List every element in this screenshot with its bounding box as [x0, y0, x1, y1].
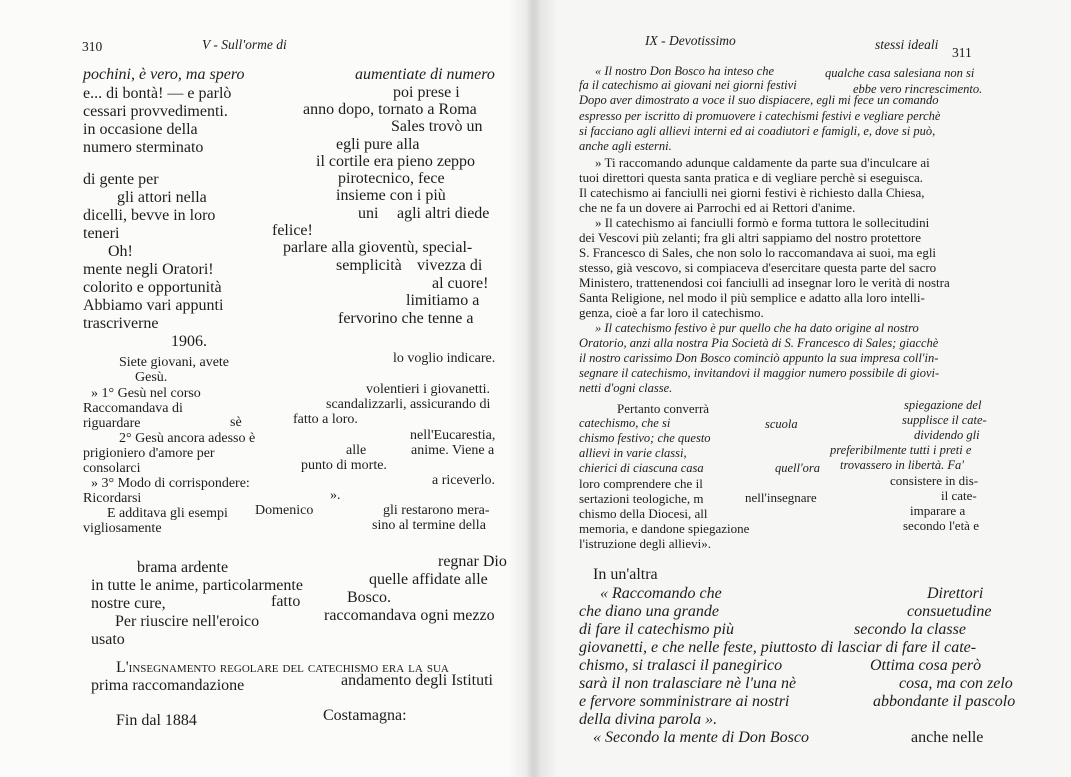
text-line: felice!: [272, 222, 313, 239]
text-line: quelle affidate alle: [369, 571, 488, 588]
text-line: Ottima cosa però: [870, 657, 982, 674]
text-line: quell'ora: [775, 461, 821, 475]
text-line: Domenico: [255, 503, 314, 518]
text-line: nell'insegnare: [745, 490, 817, 505]
text-line: Fin dal 1884: [116, 712, 197, 729]
text-line: fervorino che tenne a: [338, 310, 474, 327]
text-line: abbondante il pascolo: [873, 693, 1016, 710]
text-line: Santa Religione, nel modo il più semplice e adatto alla loro intelli-: [579, 290, 925, 305]
text-line: pirotecnico, fece: [338, 170, 445, 187]
text-line: sino al termine della: [372, 518, 486, 533]
text-line: che diano una grande: [579, 603, 719, 620]
text-line: qualche casa salesiana non si: [825, 66, 975, 80]
text-line: punto di morte.: [301, 458, 387, 473]
text-line: anime. Viene a: [411, 443, 495, 458]
text-line: il cortile era pieno zeppo: [316, 153, 476, 170]
text-line: dei Vescovi più zelanti; fra gli altri sappiamo del nostro protettore: [579, 230, 921, 245]
text-line: anno dopo, tornato a Roma: [303, 101, 477, 118]
text-line: Direttori: [927, 585, 984, 602]
text-line: spiegazione del: [904, 398, 982, 412]
text-line: Dopo aver dimostrato a voce il suo dispiacere, egli mi fece un comando: [579, 93, 939, 107]
text-line: secondo l'età e: [903, 518, 979, 533]
text-line: sertazioni teologiche, m: [579, 491, 704, 506]
text-line: » 3° Modo di corrispondere:: [91, 476, 250, 491]
text-line: Oh!: [108, 243, 133, 260]
text-line: 1906.: [171, 333, 207, 350]
text-line: insieme con i più: [336, 187, 446, 204]
text-line: mente negli Oratori!: [83, 261, 214, 278]
text-line: consuetudine: [907, 603, 992, 620]
text-line: « Il nostro Don Bosco ha inteso che: [595, 64, 775, 78]
text-line: espresso per iscritto di promuovere i catechismi festivi e vegliare perchè: [579, 109, 941, 123]
text-line: Per riuscire nell'eroico: [115, 613, 260, 630]
text-line: alle: [346, 443, 367, 458]
text-line: che ne fa un dovere ai Parrochi ed ai Rettori d'anime.: [579, 200, 856, 215]
text-line: limitiamo a: [406, 292, 480, 309]
text-line: in tutte le anime, particolarmente: [91, 577, 303, 594]
text-line: cessari provvedimenti.: [83, 103, 228, 120]
text-line: in occasione della: [83, 121, 198, 138]
text-line: raccomandava ogni mezzo: [324, 607, 495, 624]
text-line: sarà il non tralasciare nè l'una nè: [579, 675, 797, 692]
text-line: consistere in dis-: [890, 473, 979, 488]
text-line: catechismo, che si: [579, 416, 671, 430]
text-line: stesso, già vescovo, si compiaceva d'esercitare questa parte del sacro: [579, 260, 937, 275]
text-line: » 1° Gesù nel corso: [91, 386, 201, 401]
section-heading: L'insegnamento regolare del catechismo era la sua: [116, 659, 449, 676]
text-line: « Secondo la mente di Don Bosco: [593, 729, 809, 746]
text-line: ».: [330, 488, 341, 503]
text-line: brama ardente: [137, 559, 229, 576]
text-line: pochini, è vero, ma spero: [83, 66, 245, 83]
text-line: a riceverlo.: [432, 473, 495, 488]
text-line: netti d'ogni classe.: [579, 381, 673, 395]
text-line: Abbiamo vari appunti: [83, 297, 224, 314]
text-line: prima raccomandazione: [91, 677, 245, 694]
text-line: anche agli esterni.: [579, 139, 672, 153]
text-line: sè: [230, 415, 242, 430]
text-line: » Il catechismo festivo è pur quello che ha dato origine al nostro: [595, 321, 919, 335]
text-line: scandalizzarli, assicurando di: [326, 397, 491, 412]
text-line: Bosco.: [347, 589, 391, 606]
text-line: Ricordarsi: [83, 491, 142, 506]
page-number: 311: [952, 45, 972, 60]
text-line: Siete giovani, avete: [119, 355, 230, 370]
text-line: di gente per: [83, 171, 159, 188]
text-line: S. Francesco di Sales, che non solo lo raccomandava ai suoi, ma egli: [579, 245, 937, 260]
text-line: 2° Gesù ancora adesso è: [119, 431, 256, 446]
text-line: semplicità: [336, 257, 402, 274]
text-line: Oratorio, anzi alla nostra Pia Società di S. Francesco di Sales; giacchè: [579, 336, 939, 350]
running-head: stessi ideali: [875, 37, 939, 52]
running-head: IX - Devotissimo: [645, 33, 736, 48]
text-line: gli attori nella: [117, 189, 207, 206]
text-line: l'istruzione degli allievi».: [579, 536, 711, 551]
text-line: Gesù.: [135, 370, 168, 385]
text-line: Pertanto converrà: [617, 401, 710, 416]
text-line: scuola: [765, 417, 798, 431]
text-line: supplisce il cate-: [902, 413, 987, 427]
text-line: imparare a: [910, 503, 966, 518]
text-line: giovanetti, e che nelle feste, piuttosto di lasciar di fare il cate-: [579, 639, 977, 656]
text-line: nostre cure,: [91, 595, 166, 612]
text-line: » Il catechismo ai fanciulli formò e forma tuttora le sollecitudini: [595, 215, 930, 230]
text-line: agli altri diede: [397, 205, 490, 222]
text-line: uni: [358, 205, 379, 222]
text-line: » Ti raccomando adunque caldamente da parte sua d'inculcare ai: [595, 155, 930, 170]
text-line: usato: [91, 631, 125, 648]
text-line: chismo festivo; che questo: [579, 431, 711, 445]
text-line: fa il catechismo ai giovani nei giorni festivi: [579, 78, 797, 92]
text-line: egli pure alla: [336, 136, 420, 153]
text-line: chierici di ciascuna casa: [579, 461, 704, 475]
text-line: consolarci: [83, 461, 141, 476]
text-line: il cate-: [941, 488, 977, 503]
text-line: nell'Eucarestia,: [410, 428, 496, 443]
text-line: aumentiate di numero: [355, 66, 495, 83]
text-line: memoria, e dandone spiegazione: [579, 521, 750, 536]
text-line: Costamagna:: [323, 707, 407, 724]
text-line: volentieri i giovanetti.: [366, 382, 491, 397]
text-line: lo voglio indicare.: [393, 351, 496, 366]
text-line: andamento degli Istituti: [341, 672, 493, 689]
text-line: secondo la classe: [854, 621, 966, 638]
text-line: parlare alla gioventù, special-: [283, 239, 473, 256]
text-line: cosa, ma con zelo: [899, 675, 1013, 692]
text-line: genza, cioè a far loro il catechismo.: [579, 305, 764, 320]
text-line: si facciano agli allievi interni ed ai coadiutori e famigli, e, dove si può,: [579, 124, 936, 138]
text-line: Il catechismo ai fanciulli nei giorni festivi è richiesto dalla Chiesa,: [579, 185, 925, 200]
text-line: loro comprendere che il: [579, 476, 703, 491]
text-line: al cuore!: [432, 275, 489, 292]
text-line: chismo, si tralasci il panegirico: [579, 657, 783, 674]
text-line: regnar Dio: [438, 553, 507, 570]
text-line: prigioniero d'amore per: [83, 446, 215, 461]
text-line: chismo della Diocesi, all: [579, 506, 708, 521]
text-line: fatto a loro.: [293, 412, 358, 427]
left-page: [0, 0, 535, 777]
text-line: numero sterminato: [83, 139, 204, 156]
text-line: vivezza di: [417, 257, 483, 274]
text-line: Ministero, trattenendosi coi fanciulli ad insegnar loro le verità di nostra: [579, 275, 950, 290]
text-line: Raccomandava di: [83, 401, 183, 416]
text-line: trascriverne: [83, 315, 159, 332]
text-line: anche nelle: [911, 729, 984, 746]
text-line: riguardare: [83, 416, 141, 431]
text-line: In un'altra: [593, 566, 658, 583]
text-line: trovassero in libertà. Fa': [840, 458, 964, 472]
running-head: V - Sull'orme di: [202, 37, 287, 52]
text-line: gli restarono mera-: [383, 503, 490, 518]
text-line: teneri: [83, 225, 120, 242]
text-line: poi prese i: [393, 84, 460, 101]
text-line: fatto: [271, 593, 301, 610]
text-line: il nostro carissimo Don Bosco cominciò appunto la sua impresa coll'in-: [579, 351, 939, 365]
text-line: tuoi direttori questa santa pratica e di vegliare perchè si eseguisca.: [579, 170, 923, 185]
text-line: segnare il catechismo, invitandovi il maggior numero possibile di giovi-: [579, 366, 940, 380]
text-line: Sales trovò un: [391, 118, 483, 135]
text-line: preferibilmente tutti i preti e: [830, 443, 972, 457]
text-line: ebbe vero rincrescimento.: [853, 82, 983, 96]
right-page: [535, 0, 1071, 777]
text-line: allievi in varie classi,: [579, 446, 687, 460]
text-line: di fare il catechismo più: [579, 621, 734, 638]
text-line: E additava gli esempi: [107, 506, 228, 521]
text-line: e fervore somministrare ai nostri: [579, 693, 790, 710]
text-line: vigliosamente: [83, 521, 162, 536]
text-line: dicelli, bevve in loro: [83, 207, 216, 224]
page-number: 310: [82, 39, 103, 54]
text-line: colorito e opportunità: [83, 279, 222, 296]
text-line: della divina parola ».: [579, 711, 718, 728]
text-line: dividendo gli: [914, 428, 980, 442]
text-line: e... di bontà! — e parlò: [83, 85, 232, 102]
text-line: « Raccomando che: [600, 585, 722, 602]
